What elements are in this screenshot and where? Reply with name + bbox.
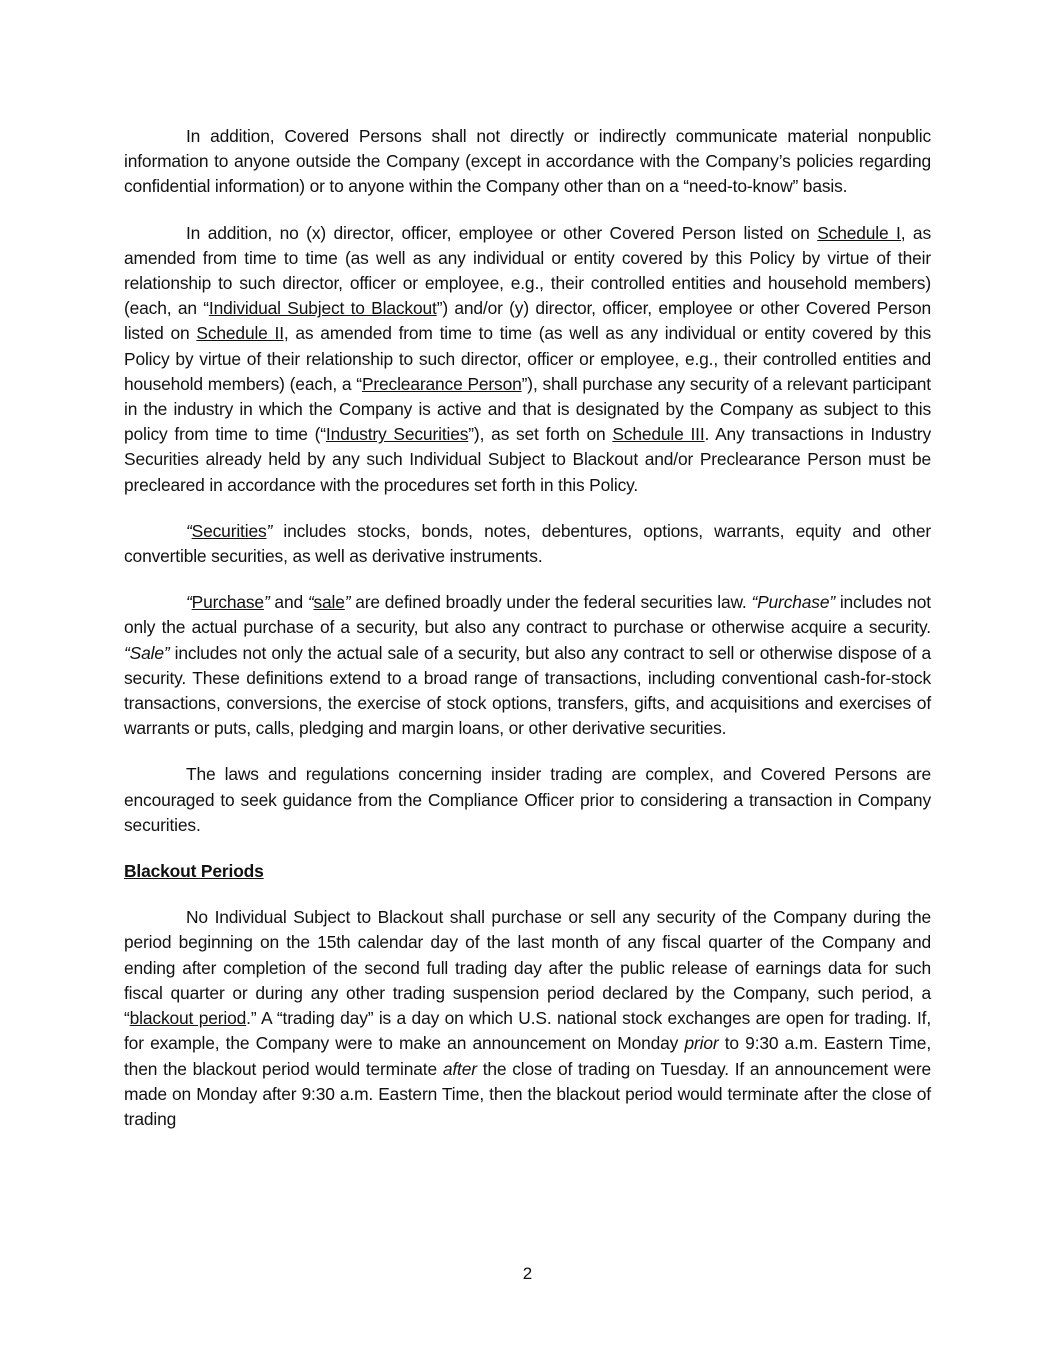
quoted-term-sale: “Sale”: [124, 642, 170, 663]
paragraph-text: as amended from time to time (as well as any individual or entity covered by this Policy by virtue of their relationship to such director, officer or employee, e.g., their controlled entities and household members) (each, a “: [124, 323, 932, 394]
defined-term-sale: sale: [313, 592, 345, 613]
paragraph-text: ”), shall purchase any security of a relevant participant in the industry in which the Company is active and that is designated by the Company as subject to this policy from time to time (“: [124, 373, 931, 445]
paragraph-text: includes stocks, bonds, notes, debentures, options, warrants, equity and other convertible securities, as well as derivative instruments.: [124, 520, 931, 567]
quoted-term-purchase: “Purchase”: [751, 592, 835, 613]
schedule-ii-reference: Schedule II,: [196, 323, 289, 344]
quote-mark: “: [186, 592, 192, 613]
paragraph-text: In addition, Covered Persons shall not directly or indirectly communicate material nonpublic information to anyone outside the Company (except in accordance with the Company’s policies regarding confidential information) or to anyone within the Company other than on a “need-to-know” basis.: [124, 126, 931, 197]
paragraph-text: . Any transactions in Industry Securities already held by any such Individual Subject to Blackout and/or Preclearance Person must be precleared in accordance with the procedures set forth in this Policy.: [124, 424, 931, 495]
paragraph-text: as amended from time to time (as well as any individual or entity covered by this Policy by virtue of their relationship to such director, officer or employee, e.g., their controlled entities and household members) (each, an “: [124, 222, 931, 319]
section-heading-blackout-periods: Blackout Periods: [124, 861, 264, 882]
paragraph-blackout-period-definition: [124, 905, 931, 1132]
page-number: 2: [522, 1264, 533, 1283]
paragraph-text: .” A “trading day” is a day on which U.S. national stock exchanges are open for trading. If, for example, the Company were to make an announcement on Monday: [124, 1008, 931, 1054]
defined-term-securities: Securities: [191, 520, 267, 541]
paragraph-text: The laws and regulations concerning insider trading are complex, and Covered Persons are encouraged to seek guidance from the Compliance Officer prior to considering a transaction in Company securities.: [124, 764, 931, 835]
paragraph-securities-definition: [124, 519, 931, 569]
quote-mark: ”: [266, 520, 273, 541]
quote-mark: ”: [263, 592, 270, 613]
document-page: [124, 124, 931, 1153]
paragraph-text: In addition, no (x) director, officer, employee or other Covered Person listed on: [186, 222, 818, 243]
paragraph-text: ”), as set forth on: [468, 424, 613, 445]
quote-mark: ”: [344, 592, 351, 613]
paragraph-complexity-notice: [124, 762, 931, 838]
schedule-iii-reference: Schedule III: [612, 424, 705, 445]
paragraph-text: and: [269, 592, 308, 613]
quote-mark: “: [307, 592, 314, 613]
paragraph-text: No Individual Subject to Blackout shall purchase or sell any security of the Company during the period beginning on the 15th calendar day of the last month of any fiscal quarter of the Company and ending after completion of the second full trading day after the public release of earnings data for such fiscal quarter or during any other trading suspension period declared by the Company, such period, a “: [124, 907, 931, 1029]
defined-term-individual-subject-to-blackout: Individual Subject to Blackout: [208, 298, 437, 319]
paragraph-purchase-sale-definition: [124, 590, 931, 741]
defined-term-blackout-period: blackout period: [129, 1008, 247, 1029]
schedule-i-reference: Schedule I,: [817, 222, 906, 243]
quote-mark: “: [186, 520, 192, 541]
defined-term-industry-securities: Industry Securities: [325, 424, 469, 445]
paragraph-text: includes not only the actual sale of a security, but also any contract to sell or otherwise dispose of a security. These definitions extend to a broad range of transactions, including conventional cash-for-stock transactions, conversions, the exercise of stock options, transfers, gifts, and acquisitions and exercises of warrants or puts, calls, pledging and margin loans, or other derivative securities.: [124, 642, 931, 739]
paragraph-industry-securities: [124, 221, 931, 498]
paragraph-text: to 9:30 a.m. Eastern Time, then the blackout period would terminate: [124, 1033, 931, 1079]
defined-term-preclearance-person: Preclearance Person: [361, 373, 522, 394]
paragraph-text: includes not only the actual purchase of a security, but also any contract to purchase or otherwise acquire a security.: [124, 592, 931, 638]
emphasis-after: after: [442, 1058, 477, 1079]
emphasis-prior: prior: [684, 1033, 719, 1054]
paragraph-communication: [124, 124, 931, 200]
paragraph-text: the close of trading on Tuesday. If an announcement were made on Monday after 9:30 a.m. Eastern Time, then the blackout period would terminate after the close of trading: [124, 1058, 931, 1129]
paragraph-text: ”) and/or (y) director, officer, employee or other Covered Person listed on: [124, 298, 932, 344]
paragraph-text: are defined broadly under the federal securities law.: [350, 592, 752, 613]
defined-term-purchase: Purchase: [191, 592, 264, 613]
